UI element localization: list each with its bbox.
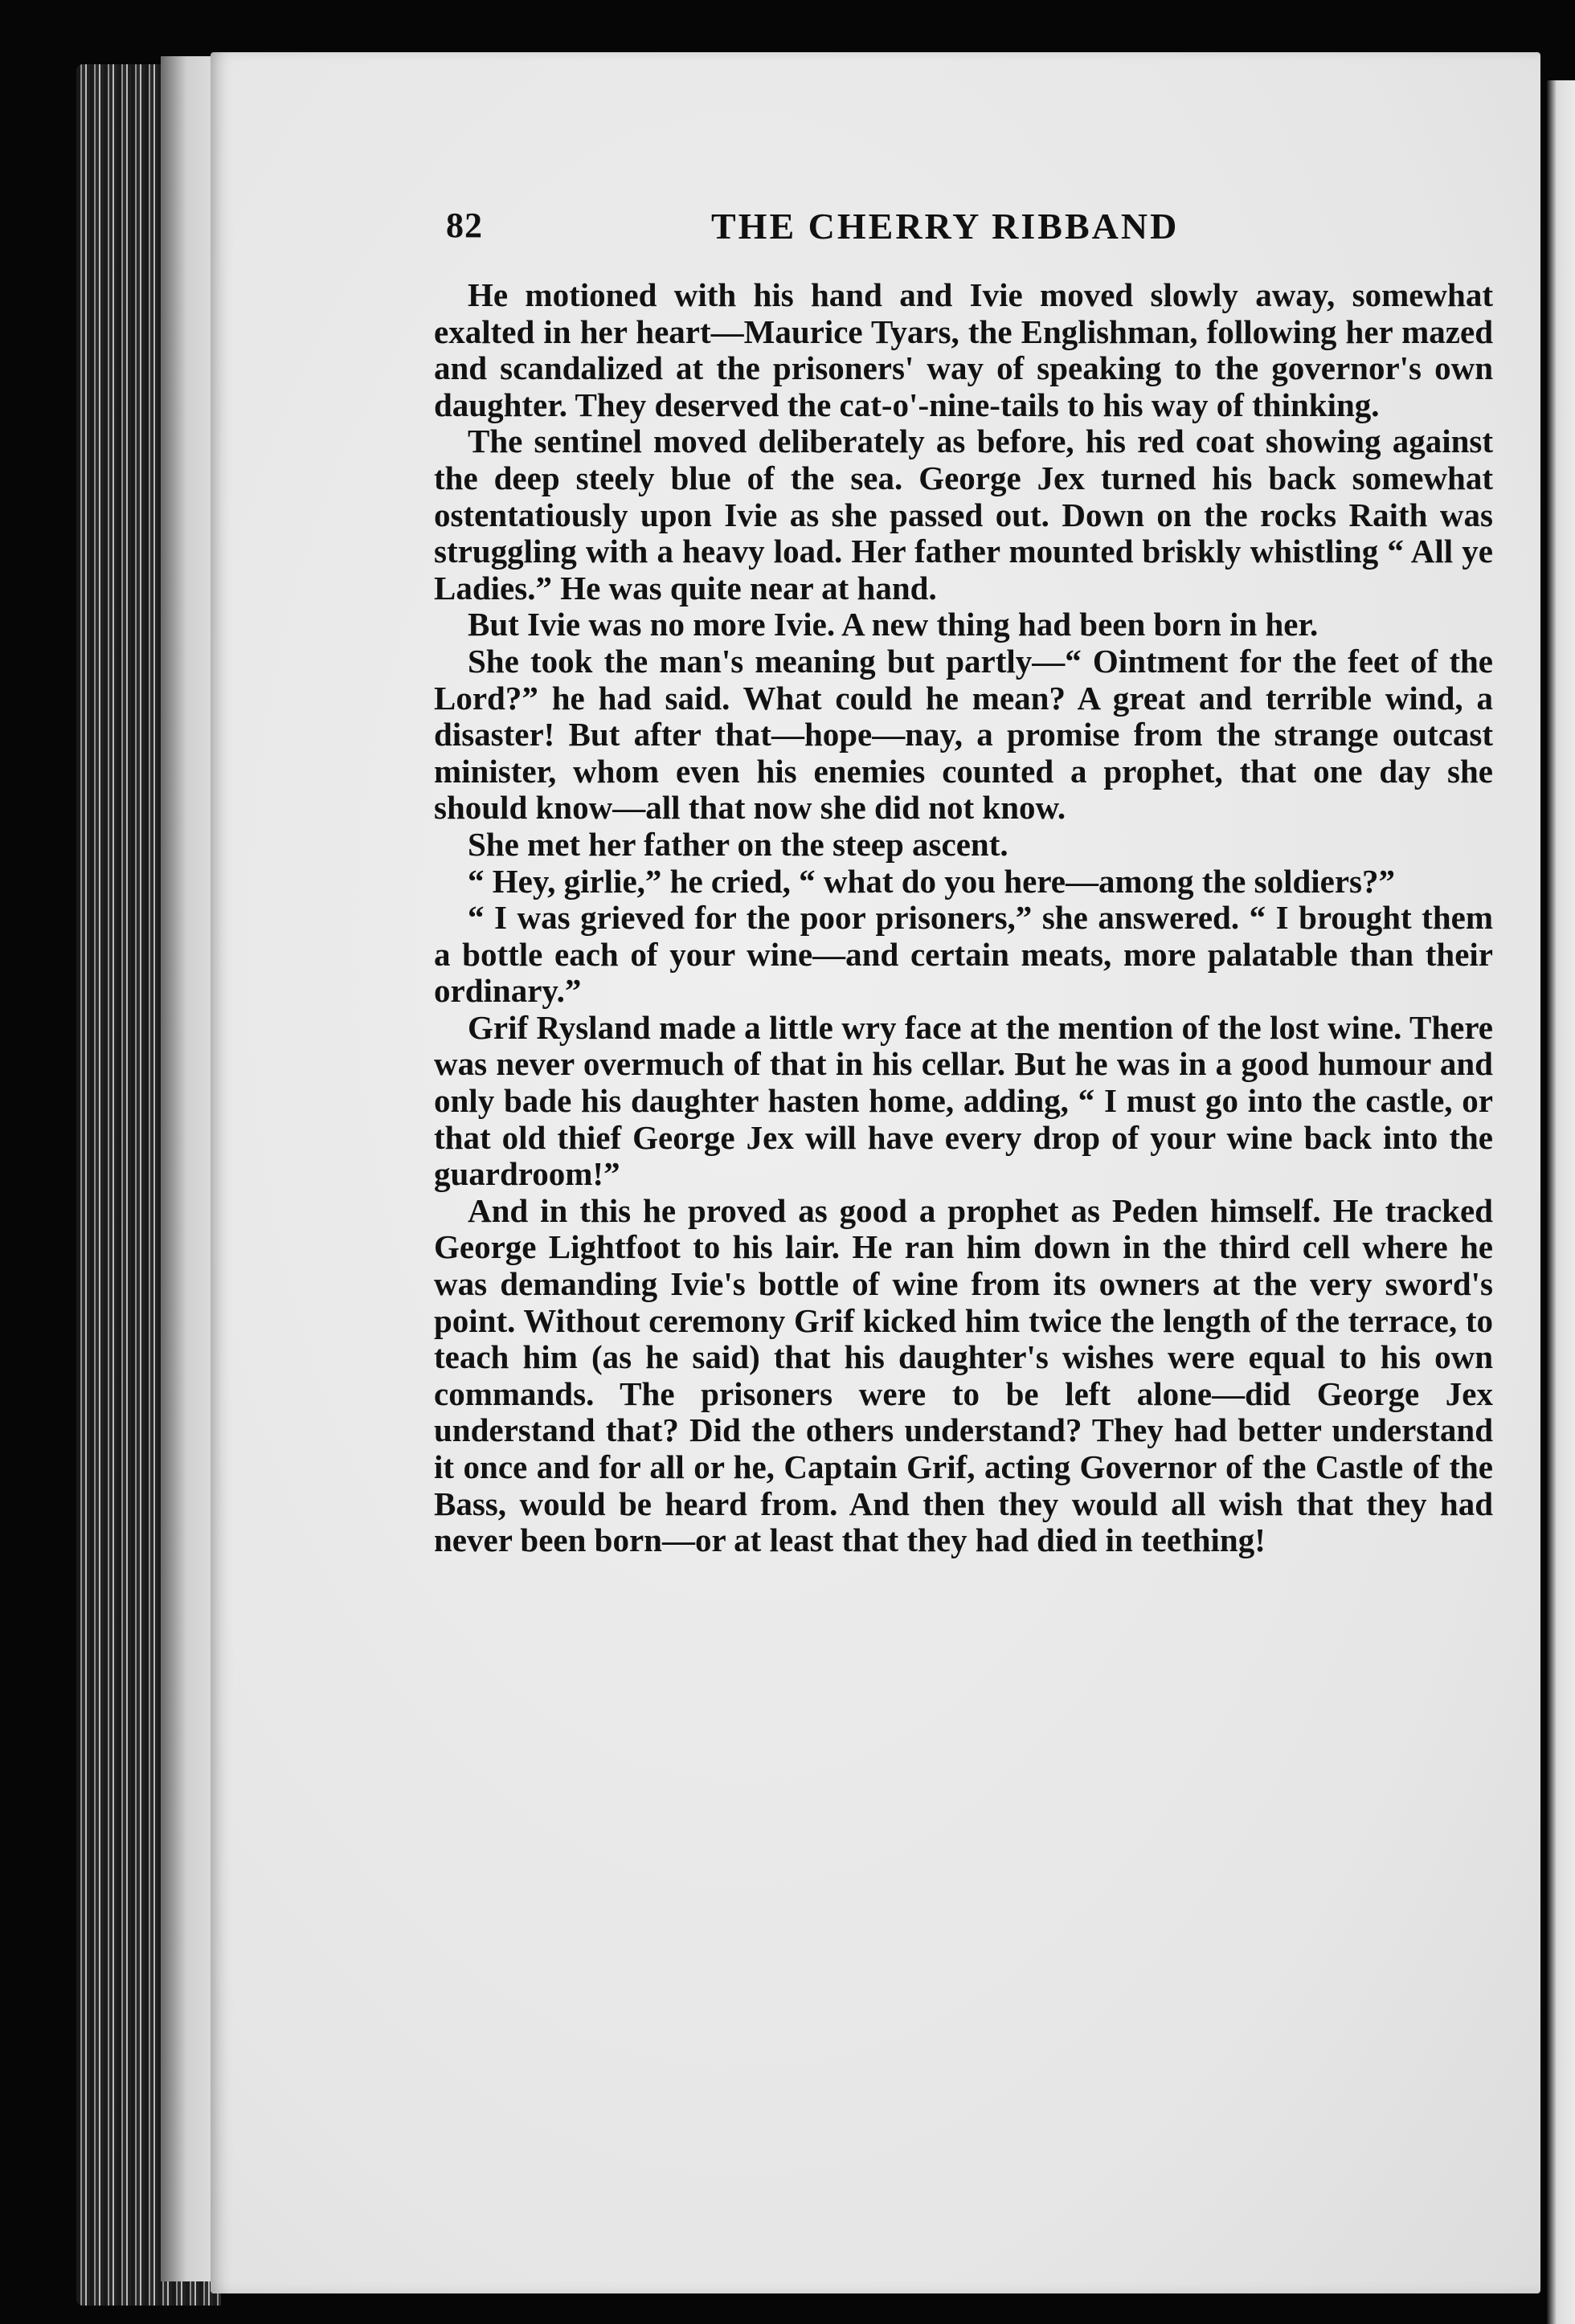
paragraph: Grif Rysland made a little wry face at the mention of the lost wine. There was never overmuch of that in his cellar. But he was in a good humour and only bade his daughter hasten home, adding, “ I must go into the castle, or that old thief George Jex will have every drop of your wine back into the guardroom!” (434, 1008, 1493, 1193)
paragraph: She took the man's meaning but partly—“ Ointment for the feet of the Lord?” he had said. What could he mean? A great and terrible wind, a disaster! But after that—hope—nay, a promise from the strange outcast minister, whom even his enemies counted a prophet, that one day she should know—all that now she did not know. (434, 642, 1493, 827)
paragraph: And in this he proved as good a prophet as Peden himself. He tracked George Lightfoot to his lair. He ran him down in the third cell where he was demanding Ivie's bottle of wine from its owners at the very sword's point. Without ceremony Grif kicked him twice the length of the terrace, to teach him (as he said) that his daughter's wishes were equal to his own commands. The prisoners were to be left alone—did George Jex understand that? Did the others understand? They had better understand it once and for all or he, Captain Grif, acting Governor of the Castle of the Bass, would be heard from. And then they would all wish that they had never been born—or at least that they had died in teething! (434, 1191, 1493, 1559)
body-text (434, 277, 1493, 1559)
paragraph: The sentinel moved deliberately as before, his red coat showing against the deep steely blue of the sea. George Jex turned his back somewhat ostentatiously upon Ivie as she passed out. Down on the rocks Raith was struggling with a heavy load. Her father mounted briskly whistling “ All ye Ladies.” He was quite near at hand. (434, 423, 1493, 607)
running-title: THE CHERRY RIBBAND (711, 206, 1180, 247)
running-head (446, 205, 1507, 261)
paragraph: “ I was grieved for the poor prisoners,” she answered. “ I brought them a bottle each of your wine—and certain meats, more palatable than their ordinary.” (434, 899, 1493, 1010)
paragraph: But Ivie was no more Ivie. A new thing had been born in her. (468, 606, 1319, 643)
paragraph: “ Hey, girlie,” he cried, “ what do you here—among the soldiers?” (468, 862, 1396, 900)
facing-page-edge (1547, 80, 1575, 2324)
paragraph: She met her father on the steep ascent. (468, 825, 1008, 863)
page-number: 82 (446, 206, 483, 245)
paragraph: He motioned with his hand and Ivie moved slowly away, somewhat exalted in her heart—Maurice Tyars, the Englishman, following her mazed and scandalized at the prisoners' way of speaking to the governor's own daughter. They deserved the cat-o'-nine-tails to his way of thinking. (434, 276, 1493, 423)
